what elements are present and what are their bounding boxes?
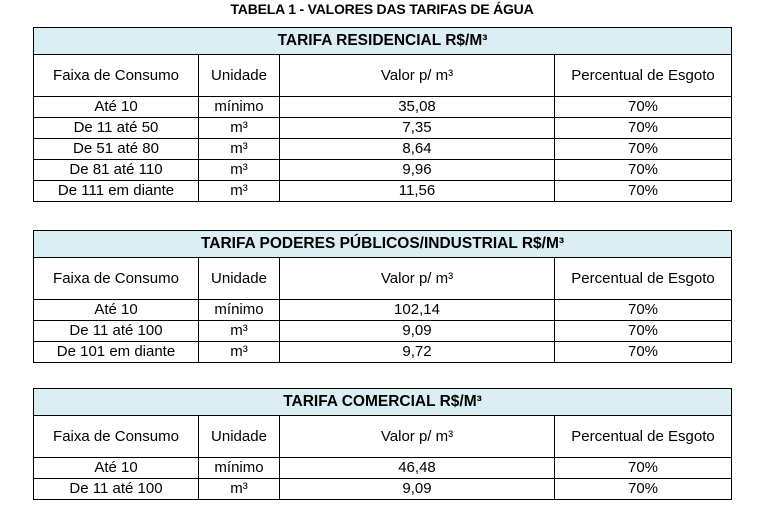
cell-percentual: 70% [555, 118, 732, 139]
table-poderes-publicos-industrial [33, 230, 732, 363]
column-header-faixa: Faixa de Consumo [34, 55, 199, 97]
cell-percentual: 70% [555, 97, 732, 118]
cell-percentual: 70% [555, 458, 732, 479]
column-header-unidade: Unidade [199, 258, 280, 300]
column-header-unidade: Unidade [199, 55, 280, 97]
table-row [34, 139, 732, 160]
cell-faixa: De 51 até 80 [34, 139, 199, 160]
column-header-faixa: Faixa de Consumo [34, 258, 199, 300]
table-row [34, 342, 732, 363]
cell-unidade: m³ [199, 181, 280, 202]
cell-faixa: De 101 em diante [34, 342, 199, 363]
cell-faixa: De 11 até 100 [34, 321, 199, 342]
column-header-percentual: Percentual de Esgoto [555, 55, 732, 97]
table-title: TARIFA RESIDENCIAL R$/M³ [34, 28, 732, 55]
cell-valor: 7,35 [280, 118, 555, 139]
cell-unidade: m³ [199, 139, 280, 160]
cell-faixa: Até 10 [34, 458, 199, 479]
table-row [34, 160, 732, 181]
cell-unidade: m³ [199, 342, 280, 363]
table-row [34, 321, 732, 342]
cell-unidade: mínimo [199, 300, 280, 321]
cell-percentual: 70% [555, 160, 732, 181]
cell-valor: 9,72 [280, 342, 555, 363]
cell-valor: 8,64 [280, 139, 555, 160]
cell-unidade: m³ [199, 160, 280, 181]
cell-percentual: 70% [555, 181, 732, 202]
column-header-valor: Valor p/ m³ [280, 258, 555, 300]
cell-valor: 11,56 [280, 181, 555, 202]
cell-faixa: De 11 até 50 [34, 118, 199, 139]
cell-unidade: mínimo [199, 458, 280, 479]
cell-valor: 9,09 [280, 479, 555, 500]
column-header-percentual: Percentual de Esgoto [555, 416, 732, 458]
cell-percentual: 70% [555, 139, 732, 160]
cell-percentual: 70% [555, 342, 732, 363]
column-header-percentual: Percentual de Esgoto [555, 258, 732, 300]
table-comercial [33, 388, 732, 500]
cell-percentual: 70% [555, 300, 732, 321]
column-header-unidade: Unidade [199, 416, 280, 458]
cell-unidade: m³ [199, 118, 280, 139]
cell-faixa: Até 10 [34, 300, 199, 321]
header-row [34, 416, 732, 458]
table-row [34, 181, 732, 202]
cell-percentual: 70% [555, 321, 732, 342]
column-header-faixa: Faixa de Consumo [34, 416, 199, 458]
cell-faixa: De 81 até 110 [34, 160, 199, 181]
cell-percentual: 70% [555, 479, 732, 500]
cell-faixa: Até 10 [34, 97, 199, 118]
table-title: TARIFA PODERES PÚBLICOS/INDUSTRIAL R$/M³ [34, 231, 732, 258]
table-row [34, 479, 732, 500]
table-row [34, 97, 732, 118]
document-title: TABELA 1 - VALORES DAS TARIFAS DE ÁGUA [230, 1, 534, 17]
table-title: TARIFA COMERCIAL R$/M³ [34, 389, 732, 416]
column-header-valor: Valor p/ m³ [280, 55, 555, 97]
cell-valor: 46,48 [280, 458, 555, 479]
cell-faixa: De 11 até 100 [34, 479, 199, 500]
cell-unidade: m³ [199, 321, 280, 342]
table-row [34, 118, 732, 139]
cell-valor: 9,09 [280, 321, 555, 342]
cell-faixa: De 111 em diante [34, 181, 199, 202]
column-header-valor: Valor p/ m³ [280, 416, 555, 458]
cell-valor: 35,08 [280, 97, 555, 118]
header-row [34, 258, 732, 300]
cell-valor: 102,14 [280, 300, 555, 321]
cell-unidade: m³ [199, 479, 280, 500]
table-row [34, 458, 732, 479]
header-row [34, 55, 732, 97]
cell-valor: 9,96 [280, 160, 555, 181]
cell-unidade: mínimo [199, 97, 280, 118]
table-residencial [33, 27, 732, 202]
table-row [34, 300, 732, 321]
